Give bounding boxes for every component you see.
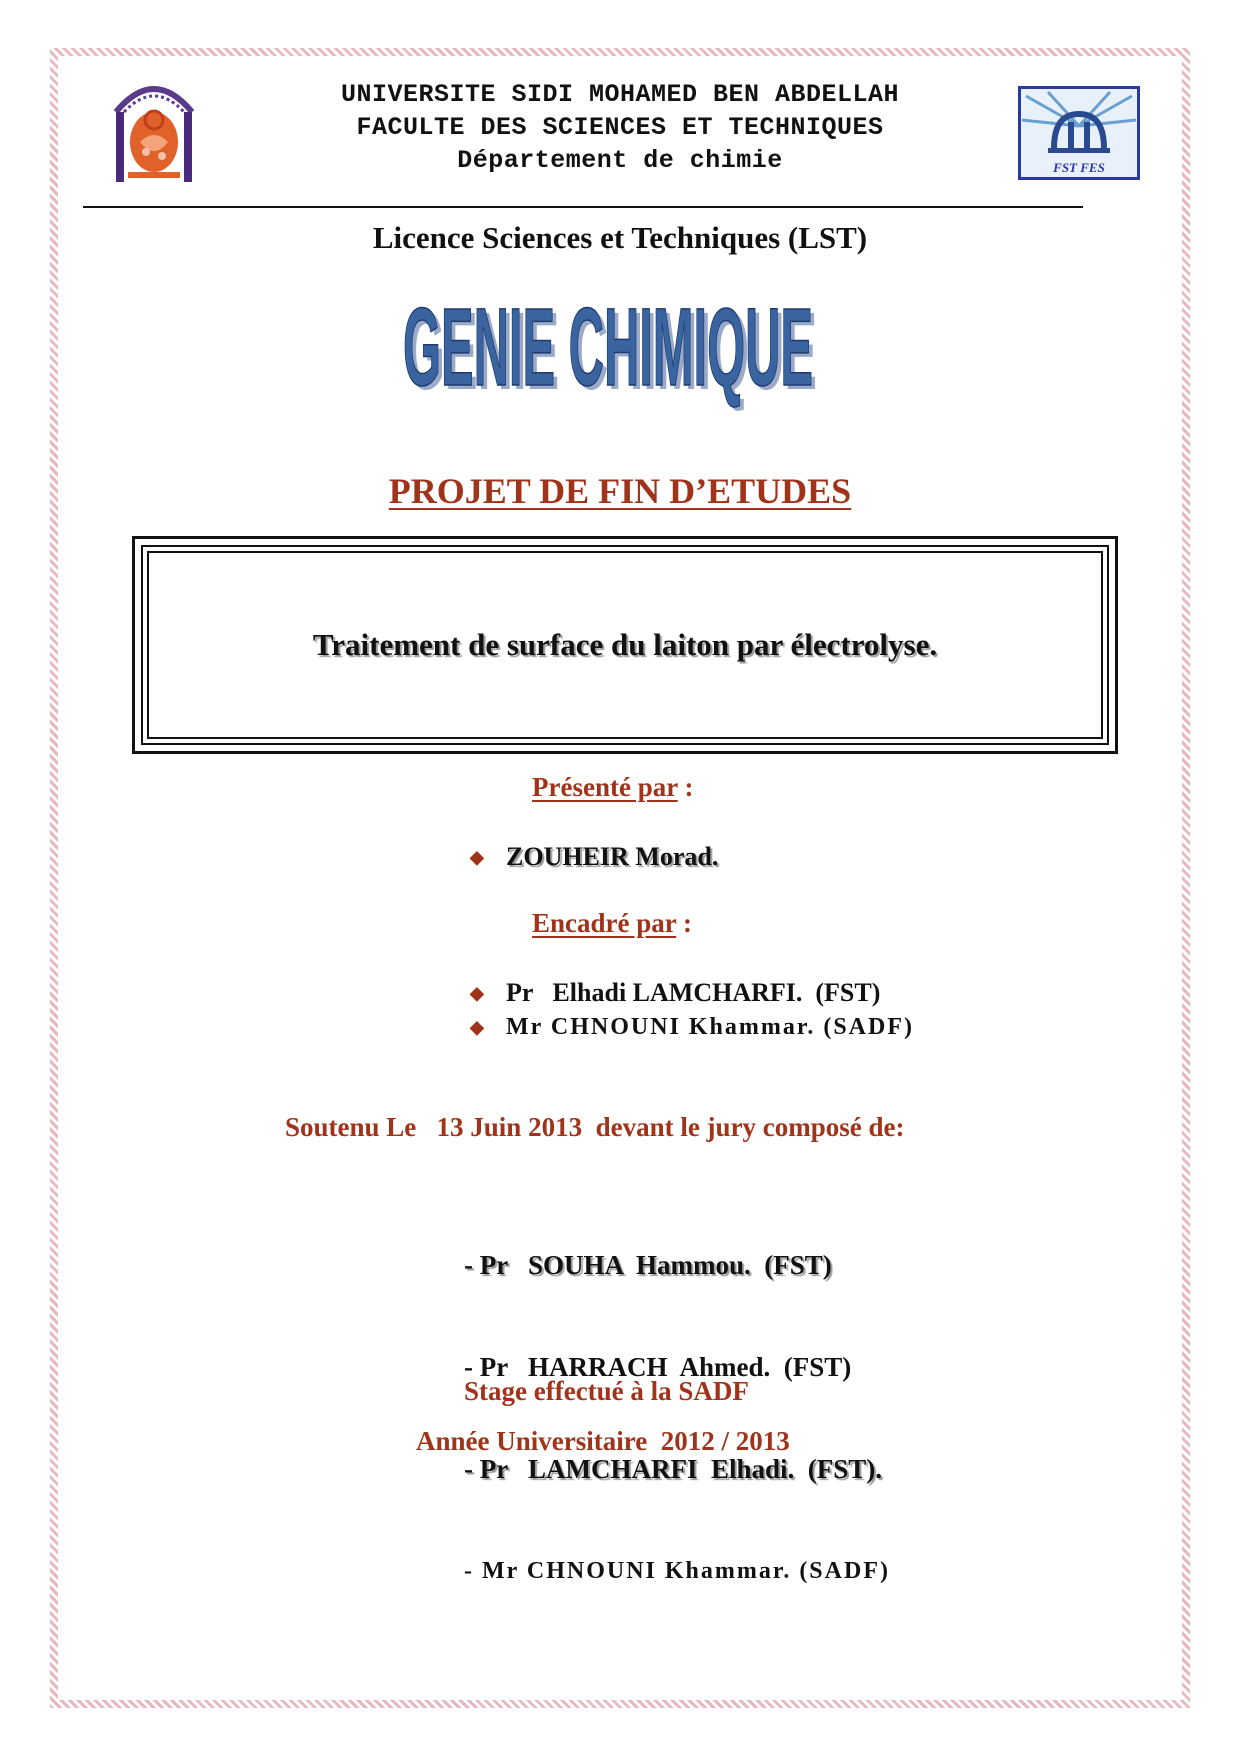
presented-by-colon: : [677,772,694,802]
project-heading: PROJET DE FIN D’ETUDES [388,471,852,511]
jury-member: - Mr CHNOUNI Khammar. (SADF) [464,1558,890,1584]
presented-by-label [532,772,693,803]
student-name: ZOUHEIR Morad. [506,842,719,871]
internship-line: Stage effectué à la SADF [464,1376,749,1406]
faculty-name: FACULTE DES SCIENCES ET TECHNIQUES [356,113,884,142]
university-emblem-logo [106,72,202,186]
fst-fes-logo-text: FST FES [1053,160,1105,175]
supervised-by-colon: : [676,908,693,938]
jury-member: - Pr SOUHA Hammou. (FST) [464,1250,832,1280]
supervisor-item [470,1014,914,1041]
supervised-by-label-text: Encadré par [532,908,677,938]
jury-member: - Pr HARRACH Ahmed. (FST) [464,1352,852,1382]
header-divider [83,206,1083,208]
jury-member: - Pr LAMCHARFI Elhadi. (FST). [464,1454,883,1484]
specialty-wordart-shadow: GENIE CHIMIQUE [407,290,817,413]
project-title-box-inner [141,545,1109,745]
fst-fes-logo [1018,86,1140,180]
academic-year: Année Universitaire 2012 / 2013 [416,1426,790,1456]
supervisor-item [470,978,880,1008]
licence-title: Licence Sciences et Techniques (LST) [372,220,868,255]
department-name: Département de chimie [457,146,783,175]
presented-by-label-text: Présenté par [532,772,678,802]
diamond-bullet-icon: ◆ [470,846,484,867]
project-title-box [132,536,1118,754]
specialty-wordart-text: GENIE CHIMIQUE [403,286,813,409]
diamond-bullet-icon: ◆ [470,1017,484,1037]
supervised-by-label [532,908,692,939]
diamond-bullet-icon: ◆ [470,982,484,1003]
student-item [470,842,718,872]
university-name: UNIVERSITE SIDI MOHAMED BEN ABDELLAH [340,80,900,109]
supervisor-name: Mr CHNOUNI Khammar. (SADF) [506,1014,914,1040]
defense-line: Soutenu Le 13 Juin 2013 devant le jury composé de: [285,1112,905,1142]
institution-header [230,78,1010,177]
project-title: Traitement de surface du laiton par électrolyse. [312,627,938,662]
supervisor-name: Pr Elhadi LAMCHARFI. (FST) [506,978,881,1007]
specialty-wordart [340,285,880,415]
